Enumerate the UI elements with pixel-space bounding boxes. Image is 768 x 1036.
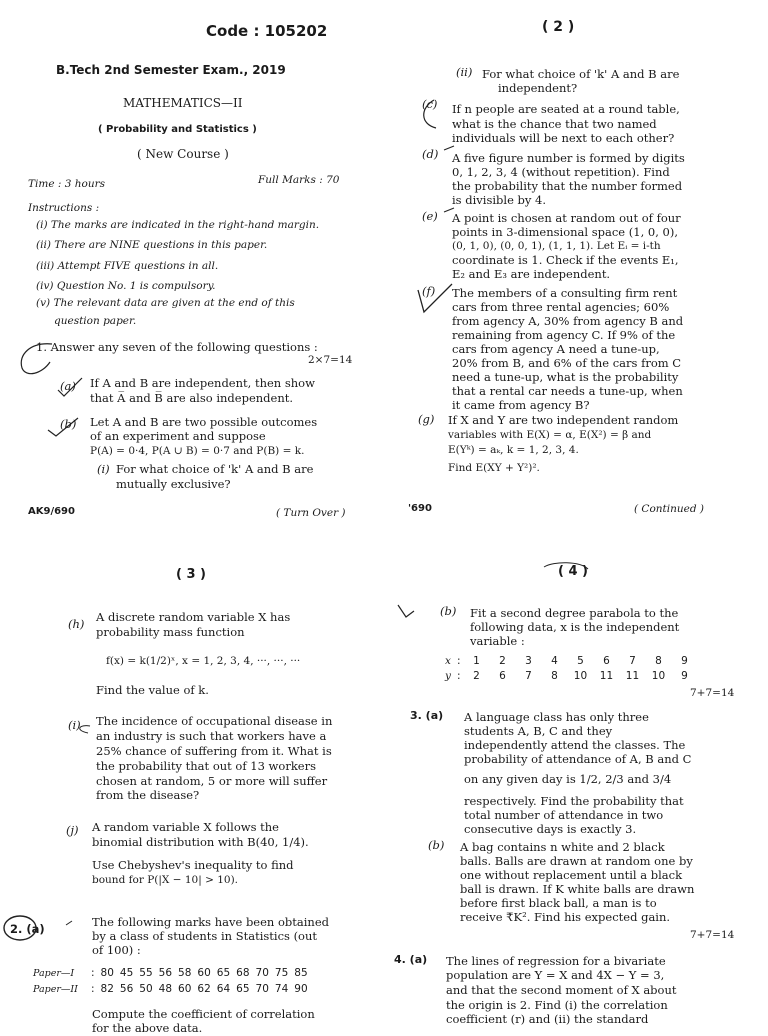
q1g-line-1: If X and Y are two independent random bbox=[448, 413, 679, 427]
exam-title: B.Tech 2nd Semester Exam., 2019 bbox=[56, 63, 286, 77]
instructions-heading: Instructions : bbox=[28, 202, 100, 214]
q1i-label: (i) bbox=[68, 718, 81, 732]
page-4 bbox=[384, 525, 768, 1024]
q1f-line-2: cars from three rental agencies; 60% bbox=[452, 300, 670, 314]
q2a-line-5: for the above data. bbox=[92, 1021, 203, 1035]
q2a-line-4: Compute the coefficient of correlation bbox=[92, 1007, 315, 1021]
table-cell: 75 bbox=[274, 967, 289, 979]
q1b-ii-line-1: For what choice of 'k' A and B are bbox=[482, 67, 680, 81]
q1i-line-5: chosen at random, 5 or more will suffer bbox=[96, 774, 328, 788]
q1e-line-4: coordinate is 1. Check if the events E₁, bbox=[452, 253, 679, 267]
q1c-label: (c) bbox=[422, 97, 438, 111]
table-cell: 58 bbox=[178, 967, 192, 979]
q4a-label: 4. (a) bbox=[394, 953, 428, 966]
q1e-line-2: points in 3-dimensional space (1, 0, 0), bbox=[452, 225, 678, 239]
q3b-line-1: A bag contains n white and 2 black bbox=[460, 840, 665, 854]
q4a-line-4: the origin is 2. Find (i) the correlation bbox=[446, 998, 668, 1012]
q2b-line-2: following data, x is the independent bbox=[470, 620, 680, 634]
q3a-line-1: A language class has only three bbox=[464, 710, 649, 724]
q1j-label: (j) bbox=[66, 823, 79, 837]
table-cell: 85 bbox=[294, 967, 308, 979]
q3-marks: 7+7=14 bbox=[690, 929, 735, 941]
q1c-line-3: individuals will be next to each other? bbox=[452, 131, 675, 145]
page-3 bbox=[0, 525, 384, 1035]
paper-code: Code : 105202 bbox=[206, 22, 328, 40]
row-label: Paper—II bbox=[33, 983, 78, 995]
q1f-line-1: The members of a consulting firm rent bbox=[452, 286, 678, 300]
table-cell: 70 bbox=[255, 967, 269, 979]
q2a-line-2: by a class of students in Statistics (out bbox=[92, 929, 318, 943]
table-cell: 50 bbox=[139, 983, 153, 995]
q1j-line-1: A random variable X follows the bbox=[92, 820, 279, 834]
table-cell: 9 bbox=[681, 670, 688, 682]
q2b-line-1: Fit a second degree parabola to the bbox=[470, 606, 679, 620]
q1f-line-8: that a rental car needs a tune-up, when bbox=[452, 384, 683, 398]
page-number-2: ( 2 ) bbox=[542, 19, 575, 35]
q1h-formula: f(x) = k(1/2)ˣ, x = 1, 2, 3, 4, ···, ···, ··· bbox=[106, 655, 301, 667]
table-cell: 5 bbox=[577, 655, 584, 667]
q3a-line-3: independently attend the classes. The bbox=[464, 738, 686, 752]
page-1 bbox=[0, 0, 384, 525]
q2-marks: 7+7=14 bbox=[690, 687, 735, 699]
table-row: y : 2 6 7 8 10 11 11 10 9 bbox=[442, 667, 697, 682]
q3b-line-4: ball is drawn. If K white balls are drawn bbox=[460, 882, 695, 896]
table-cell: 11 bbox=[625, 670, 640, 682]
q1c-line-2: what is the chance that two named bbox=[452, 117, 657, 131]
table-cell: 7 bbox=[629, 655, 636, 667]
table-row: x : 1 2 3 4 5 6 7 8 9 bbox=[442, 655, 697, 667]
table-cell: 64 bbox=[216, 983, 231, 995]
instruction-2: (ii) There are NINE questions in this paper. bbox=[36, 239, 268, 251]
marks-table bbox=[30, 967, 311, 995]
page-2 bbox=[384, 0, 768, 525]
table-cell: 2 bbox=[473, 670, 480, 682]
table-row: Paper—II : 82 56 50 48 60 62 64 65 70 74 90 bbox=[30, 979, 311, 995]
q3b-line-3: one without replacement until a black bbox=[460, 868, 683, 882]
q1h-line-3: Find the value of k. bbox=[96, 683, 209, 697]
table-cell: 11 bbox=[599, 670, 614, 682]
instruction-4: (iv) Question No. 1 is compulsory. bbox=[36, 280, 216, 292]
q3a-label: 3. (a) bbox=[410, 709, 444, 722]
q2b-line-3: variable : bbox=[470, 634, 525, 648]
q1-heading: 1. Answer any seven of the following questions : bbox=[36, 340, 318, 354]
q1b-i-line-2: mutually exclusive? bbox=[116, 477, 231, 491]
q1e-line-1: A point is chosen at random out of four bbox=[452, 211, 681, 225]
table-cell: 68 bbox=[236, 967, 250, 979]
q4a-line-5: coefficient (r) and (ii) the standard bbox=[446, 1012, 649, 1026]
q2a-line-3: of 100) : bbox=[92, 943, 141, 957]
q1b-ii-line-2: independent? bbox=[498, 81, 578, 95]
q1j-line-3: Use Chebyshev's inequality to find bbox=[92, 858, 294, 872]
q1f-label: (f) bbox=[422, 284, 436, 298]
time-label: Time : 3 hours bbox=[28, 178, 106, 190]
q1b-ii-label: (ii) bbox=[456, 65, 473, 79]
table-cell: 90 bbox=[294, 983, 308, 995]
table-cell: 74 bbox=[274, 983, 289, 995]
q1g-line-2: variables with E(X) = α, E(X²) = β and bbox=[448, 429, 652, 441]
q1g-line-3: E(Yᵏ) = aₖ, k = 1, 2, 3, 4. bbox=[448, 444, 579, 456]
table-cell: 6 bbox=[499, 670, 506, 682]
q1e-label: (e) bbox=[422, 209, 438, 223]
table-cell: 6 bbox=[603, 655, 610, 667]
full-marks-label: Full Marks : 70 bbox=[258, 174, 340, 186]
table-row: Paper—I : 80 45 55 56 58 60 65 68 70 75 85 bbox=[30, 967, 311, 979]
q1h-label: (h) bbox=[68, 617, 85, 631]
q1f-line-5: cars from agency A need a tune-up, bbox=[452, 342, 660, 356]
table-cell: 3 bbox=[525, 655, 532, 667]
footer-code: AK9/690 bbox=[28, 506, 75, 517]
table-cell: 10 bbox=[651, 670, 666, 682]
q2a-label: 2. (a) bbox=[10, 922, 45, 936]
q1f-line-9: it came from agency B? bbox=[452, 398, 590, 412]
q1a-label: (a) bbox=[60, 379, 76, 393]
table-cell: 48 bbox=[158, 983, 173, 995]
table-cell: 4 bbox=[551, 655, 558, 667]
table-cell: 70 bbox=[255, 983, 269, 995]
table-cell: 62 bbox=[197, 983, 211, 995]
instruction-3: (iii) Attempt FIVE questions in all. bbox=[36, 260, 219, 272]
q1f-line-7: need a tune-up, what is the probability bbox=[452, 370, 679, 384]
q1d-line-2: 0, 1, 2, 3, 4 (without repetition). Find bbox=[452, 165, 670, 179]
q1a-line-1: If A and B are independent, then show bbox=[90, 376, 315, 390]
q1b-line-3: P(A) = 0·4, P(A ∪ B) = 0·7 and P(B) = k. bbox=[90, 445, 305, 457]
row-label: Paper—I bbox=[33, 967, 75, 979]
q1e-line-3: (0, 1, 0), (0, 0, 1), (1, 1, 1). Let Eᵢ = i-th bbox=[452, 240, 661, 252]
table-cell: 65 bbox=[216, 967, 231, 979]
q1b-line-1: Let A and B are two possible outcomes bbox=[90, 415, 318, 429]
page-number-3: ( 3 ) bbox=[176, 567, 206, 582]
q1g-line-4: Find E(XY + Y²)². bbox=[448, 462, 540, 474]
q1d-label: (d) bbox=[422, 147, 439, 161]
q1h-line-1: A discrete random variable X has bbox=[96, 610, 291, 624]
xy-table bbox=[442, 655, 697, 682]
page-number-4: ( 4 ) bbox=[558, 564, 588, 579]
q4a-line-3: and that the second moment of X about bbox=[446, 983, 677, 997]
course-label: ( New Course ) bbox=[137, 147, 229, 161]
q1b-label: (b) bbox=[60, 417, 77, 431]
table-cell: 56 bbox=[158, 967, 173, 979]
q1f-line-4: remaining from agency C. If 9% of the bbox=[452, 328, 676, 342]
subject-title: MATHEMATICS—II bbox=[123, 96, 243, 110]
table-cell: 65 bbox=[236, 983, 250, 995]
q3a-line-6: respectively. Find the probability that bbox=[464, 794, 684, 808]
q1h-line-2: probability mass function bbox=[96, 625, 245, 639]
q1i-line-2: an industry is such that workers have a bbox=[96, 729, 327, 743]
q3b-label: (b) bbox=[428, 838, 445, 852]
q4a-line-1: The lines of regression for a bivariate bbox=[446, 954, 666, 968]
paper-title: ( Probability and Statistics ) bbox=[98, 124, 257, 135]
q3a-line-2: students A, B, C and they bbox=[464, 724, 613, 738]
table-cell: 45 bbox=[119, 967, 134, 979]
q3a-line-8: consecutive days is exactly 3. bbox=[464, 822, 637, 836]
footer-continued: ( Continued ) bbox=[634, 503, 705, 515]
q3a-line-5: on any given day is 1/2, 2/3 and 3/4 bbox=[464, 772, 672, 786]
table-cell: 1 bbox=[473, 655, 480, 667]
q1j-line-2: binomial distribution with B(40, 1/4). bbox=[92, 835, 309, 849]
instruction-5-cont: question paper. bbox=[54, 315, 137, 327]
table-cell: 8 bbox=[655, 655, 662, 667]
q1g-label: (g) bbox=[418, 412, 435, 426]
y-label: y bbox=[445, 670, 451, 682]
footer-code: '690 bbox=[408, 503, 432, 514]
q1b-line-2: of an experiment and suppose bbox=[90, 429, 266, 443]
q1i-line-4: the probability that out of 13 workers bbox=[96, 759, 316, 773]
q3b-line-6: receive ₹K². Find his expected gain. bbox=[460, 910, 671, 924]
q1f-line-3: from agency A, 30% from agency B and bbox=[452, 314, 684, 328]
table-cell: 60 bbox=[197, 967, 211, 979]
instruction-5: (v) The relevant data are given at the end of this bbox=[36, 297, 295, 309]
q1b-i-label: (i) bbox=[97, 462, 110, 476]
q1i-line-3: 25% chance of suffering from it. What is bbox=[96, 744, 332, 758]
table-cell: 80 bbox=[100, 967, 114, 979]
table-cell: 9 bbox=[681, 655, 688, 667]
table-cell: 60 bbox=[178, 983, 192, 995]
q1i-line-6: from the disease? bbox=[96, 788, 200, 802]
table-cell: 10 bbox=[573, 670, 588, 682]
table-cell: 7 bbox=[525, 670, 532, 682]
q4a-line-2: population are Y = X and 4X − Y = 3, bbox=[446, 968, 665, 982]
q1a-line-2: that A̅ and B̅ are also independent. bbox=[90, 391, 294, 405]
instruction-1: (i) The marks are indicated in the right-hand margin. bbox=[36, 219, 320, 231]
q1d-line-3: the probability that the number formed bbox=[452, 179, 683, 193]
q1d-line-1: A five figure number is formed by digits bbox=[452, 151, 685, 165]
q1d-line-4: is divisible by 4. bbox=[452, 193, 547, 207]
q1i-line-1: The incidence of occupational disease in bbox=[96, 714, 333, 728]
footer-turn-over: ( Turn Over ) bbox=[276, 507, 346, 519]
q1f-line-6: 20% from B, and 6% of the cars from C bbox=[452, 356, 682, 370]
q3b-line-2: balls. Balls are drawn at random one by bbox=[460, 854, 693, 868]
q1j-line-4: bound for P(|X − 10| > 10). bbox=[92, 874, 239, 886]
table-cell: 8 bbox=[551, 670, 558, 682]
q2a-line-1: The following marks have been obtained bbox=[92, 915, 329, 929]
q1-marks: 2×7=14 bbox=[308, 354, 353, 366]
table-cell: 55 bbox=[139, 967, 153, 979]
q1c-line-1: If n people are seated at a round table, bbox=[452, 102, 680, 116]
q2b-label: (b) bbox=[440, 604, 457, 618]
q3a-line-4: probability of attendance of A, B and C bbox=[464, 752, 692, 766]
table-cell: 56 bbox=[119, 983, 134, 995]
q3b-line-5: before first black ball, a man is to bbox=[460, 896, 657, 910]
q1e-line-5: E₂ and E₃ are independent. bbox=[452, 267, 611, 281]
q3a-line-7: total number of attendance in two bbox=[464, 808, 664, 822]
q1b-i-line-1: For what choice of 'k' A and B are bbox=[116, 462, 314, 476]
table-cell: 2 bbox=[499, 655, 506, 667]
table-cell: 82 bbox=[100, 983, 114, 995]
x-label: x bbox=[445, 655, 451, 667]
